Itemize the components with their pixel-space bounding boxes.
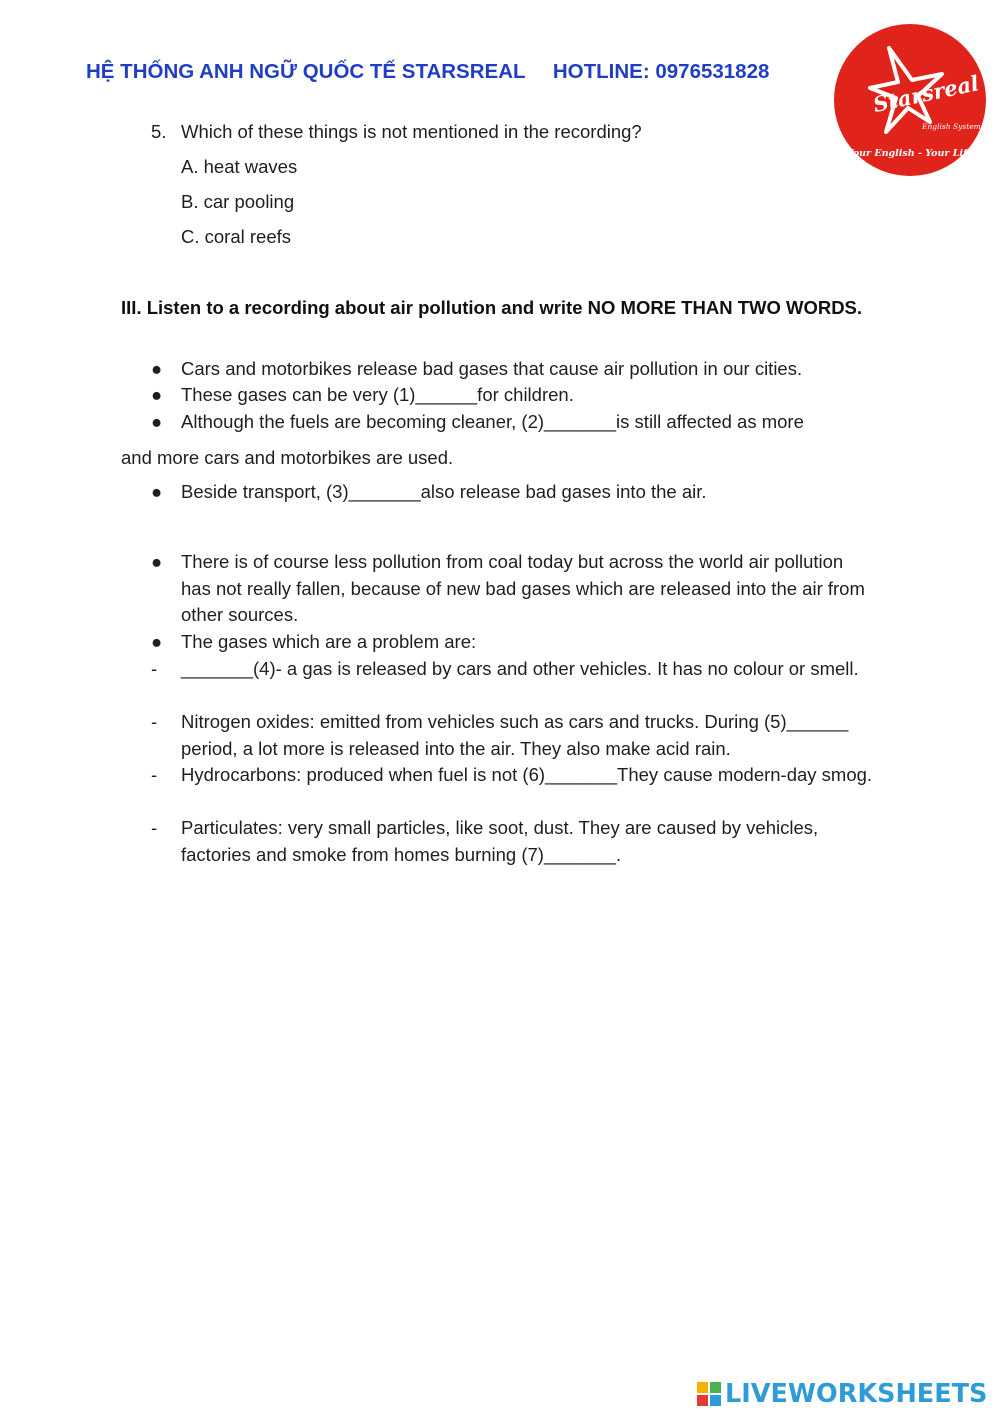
- dash-marker: -: [151, 658, 158, 679]
- dash-text: _______(4)- a gas is released by cars and other vehicles. It has no colour or smell.: [181, 658, 859, 679]
- bullet-text: There is of course less pollution from coal today but across the world air pollution has not really fallen, because of new bad gases which are released into the air from other sources.: [181, 551, 865, 625]
- section-title: III. Listen to a recording about air pollution and write NO MORE THAN TWO WORDS.: [121, 297, 863, 318]
- dash-marker: -: [151, 711, 158, 732]
- dash-text: Particulates: very small particles, like soot, dust. They are caused by vehicles, factories and smoke from homes burning (7)_______.: [181, 817, 819, 865]
- option-a[interactable]: A. heat waves: [181, 156, 298, 177]
- bullet-marker: ●: [151, 411, 163, 432]
- bullet-text: Beside transport, (3)_______also release bad gases into the air.: [181, 481, 707, 502]
- logo-subtitle: English System: [922, 122, 981, 131]
- dash-text: Nitrogen oxides: emitted from vehicles such as cars and trucks. During (5)______ period, a lot more is released into the air. They also make acid rain.: [181, 711, 849, 759]
- dash-marker: -: [151, 817, 158, 838]
- question-number: 5.: [151, 121, 167, 142]
- dash-text: Hydrocarbons: produced when fuel is not (6)_______They cause modern-day smog.: [181, 764, 873, 785]
- logo-brand: Starsreal: [870, 70, 982, 117]
- blocks-icon: [697, 1382, 721, 1406]
- bullet-text: Although the fuels are becoming cleaner, (2)_______is still affected as more: [181, 411, 804, 432]
- bullet-marker: ●: [151, 481, 163, 502]
- bullet-marker: ●: [151, 551, 163, 572]
- bullet-marker: ●: [151, 631, 163, 652]
- footer-brand: LIVEWORKSHEETS: [725, 1379, 988, 1409]
- bullet-text: Cars and motorbikes release bad gases that cause air pollution in our cities.: [181, 358, 803, 379]
- dash-marker: -: [151, 764, 158, 785]
- option-b[interactable]: B. car pooling: [181, 191, 295, 212]
- bullet-marker: ●: [151, 358, 163, 379]
- bullet-text: The gases which are a problem are:: [181, 631, 477, 652]
- hotline: HOTLINE: 0976531828: [552, 60, 770, 83]
- logo-tagline: Your English - Your Life: [846, 148, 974, 159]
- school-name: HỆ THỐNG ANH NGỮ QUỐC TẾ STARSREAL: [86, 60, 526, 83]
- question-text: Which of these things is not mentioned in the recording?: [181, 121, 642, 142]
- bullet-marker: ●: [151, 384, 163, 405]
- continuation-text: and more cars and motorbikes are used.: [121, 447, 454, 468]
- bullet-text: These gases can be very (1)______for children.: [181, 384, 574, 405]
- starsreal-logo: [834, 24, 986, 176]
- page-header: [86, 60, 769, 84]
- option-c[interactable]: C. coral reefs: [181, 226, 292, 247]
